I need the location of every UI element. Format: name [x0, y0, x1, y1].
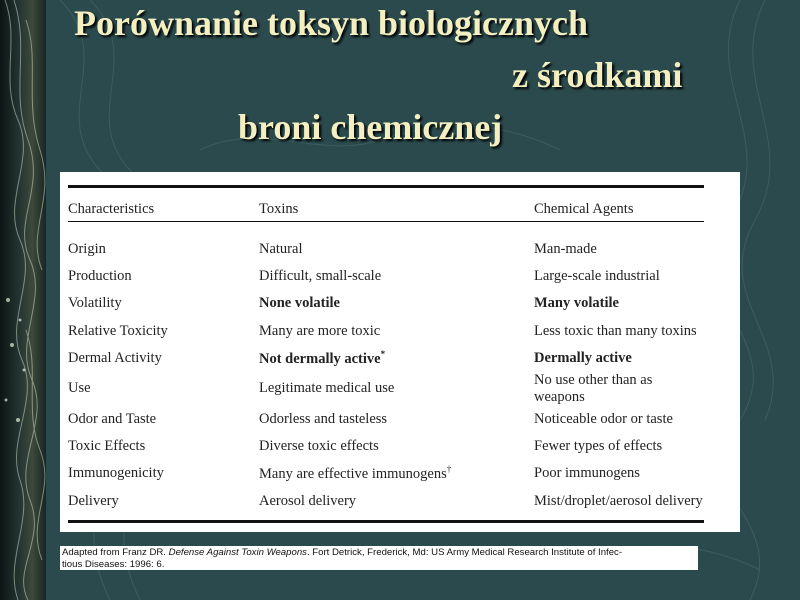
cell-characteristic: Immunogenicity [68, 465, 164, 482]
cell-toxins [259, 433, 534, 460]
cell-toxins [259, 290, 534, 317]
title-line-3: broni chemicznej [238, 107, 503, 147]
cell-toxins-text: Many are more toxic [259, 322, 381, 339]
title-line-2: z środkami [512, 55, 683, 95]
cell-toxins-text: Natural [259, 241, 303, 258]
cell-toxins [259, 460, 534, 487]
table-row [68, 318, 704, 345]
citation-prefix: Adapted from Franz DR. [62, 547, 169, 558]
cell-toxins-text: Diverse toxic effects [259, 438, 379, 455]
cell-characteristic: Delivery [68, 492, 119, 509]
citation-line-2: tious Diseases: 1996: 6. [62, 558, 165, 570]
table-row [68, 236, 704, 263]
cell-toxins [259, 345, 534, 372]
header-characteristics: Characteristics [68, 200, 155, 217]
citation-suffix: . Fort Detrick, Frederick, Md: US Army Medical Research Institute of Infec- [306, 547, 623, 558]
source-citation [60, 546, 698, 570]
comparison-table [68, 196, 704, 515]
cell-chemical-agents: Large-scale industrial [534, 268, 660, 285]
cell-characteristic: Origin [68, 241, 106, 258]
table-bottom-rule [68, 520, 704, 523]
cell-chemical-agents: Dermally active [534, 349, 632, 366]
slide-title [0, 0, 800, 160]
cell-toxins-text: Not dermally active [259, 350, 381, 367]
cell-chemical-agents: No use other than as weapons [534, 371, 653, 405]
cell-chemical-agents: Man-made [534, 241, 597, 258]
header-toxins: Toxins [259, 200, 299, 217]
cell-characteristic: Use [68, 380, 91, 397]
cell-chemical-agents: Less toxic than many toxins [534, 322, 697, 339]
table-body [68, 222, 704, 515]
table-row [68, 372, 704, 406]
cell-characteristic: Volatility [68, 295, 122, 312]
cell-characteristic: Toxic Effects [68, 438, 146, 455]
cell-toxins-text: Many are effective immunogens [259, 466, 447, 483]
table-row [68, 406, 704, 433]
table-header-row [68, 196, 704, 222]
cell-characteristic: Relative Toxicity [68, 322, 168, 339]
footnote-marker: † [446, 464, 452, 475]
cell-chemical-agents: Poor immunogens [534, 465, 640, 482]
cell-characteristic: Odor and Taste [68, 411, 157, 428]
table-row [68, 460, 704, 487]
table-top-rule [68, 185, 704, 188]
table-row [68, 345, 704, 372]
cell-chemical-agents: Many volatile [534, 295, 619, 312]
title-line-1: Porównanie toksyn biologicznych [74, 3, 589, 43]
cell-toxins-text: Odorless and tasteless [259, 411, 388, 428]
cell-toxins [259, 488, 534, 515]
cell-toxins [259, 318, 534, 345]
table-row [68, 290, 704, 317]
header-chemical-agents: Chemical Agents [534, 200, 634, 217]
cell-toxins [259, 236, 534, 263]
comparison-table-card [60, 172, 740, 532]
table-row [68, 433, 704, 460]
footnote-marker: * [380, 348, 386, 359]
cell-toxins-text: Legitimate medical use [259, 380, 395, 397]
cell-characteristic: Production [68, 268, 132, 285]
cell-chemical-agents: Fewer types of effects [534, 438, 663, 455]
table-row [68, 263, 704, 290]
table-row [68, 488, 704, 515]
cell-toxins [259, 263, 534, 290]
cell-characteristic: Dermal Activity [68, 349, 162, 366]
cell-toxins-text: Aerosol delivery [259, 492, 357, 509]
cell-toxins-text: Difficult, small-scale [259, 268, 382, 285]
cell-toxins [259, 372, 534, 406]
cell-toxins-text: None volatile [259, 295, 340, 312]
citation-title: Defense Against Toxin Weapons [168, 547, 307, 558]
cell-chemical-agents: Mist/droplet/aerosol delivery [534, 492, 703, 509]
cell-toxins [259, 406, 534, 433]
cell-chemical-agents: Noticeable odor or taste [534, 411, 673, 428]
